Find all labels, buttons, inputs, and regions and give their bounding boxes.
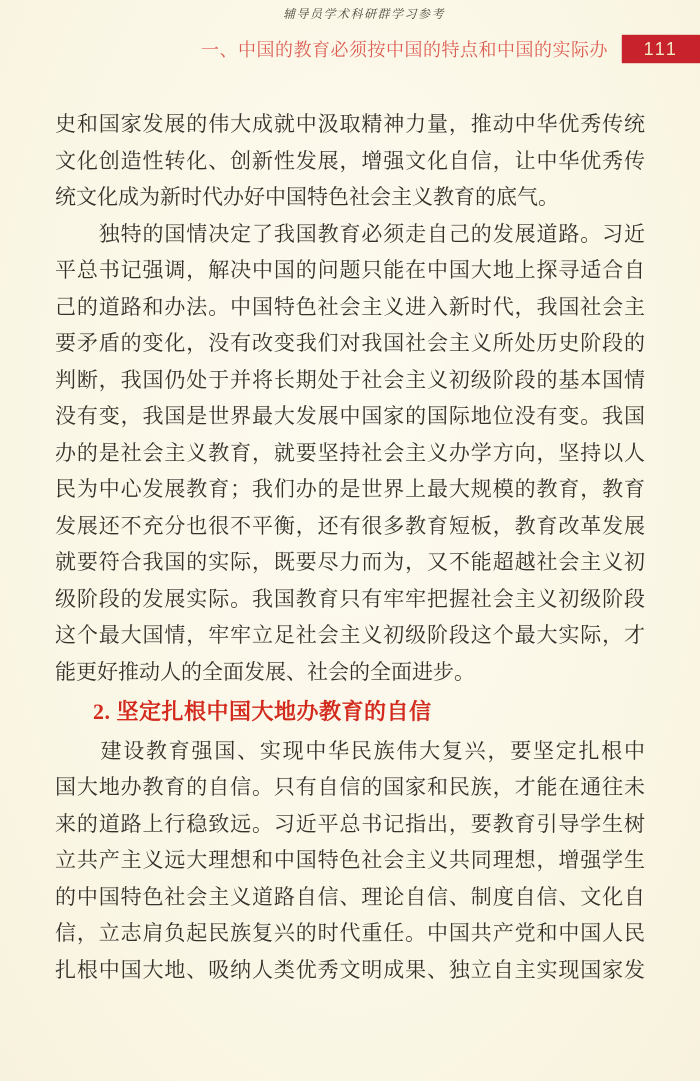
text-line: 扎根中国大地、吸纳人类优秀文明成果、独立自主实现国家发 — [55, 957, 645, 982]
text-line: 就要符合我国的实际，既要尽力而为，又不能超越社会主义初 — [55, 550, 645, 574]
body-text — [55, 106, 645, 988]
text-line: 己的道路和办法。中国特色社会主义进入新时代，我国社会主 — [55, 294, 645, 319]
text-line: 来的道路上行稳致远。习近平总书记指出，要教育引导学生树 — [55, 811, 645, 836]
text-line: 平总书记强调，解决中国的问题只能在中国大地上探寻适合自 — [55, 258, 645, 282]
running-header: 一、中国的教育必须按中国的特点和中国的实际办 — [201, 40, 608, 60]
text-line: 办的是社会主义教育，就要坚持社会主义办学方向，坚持以人 — [55, 440, 645, 465]
section-heading: 2. 坚定扎根中国大地办教育的自信 — [93, 699, 432, 724]
text-line: 独特的国情决定了我国教育必须走自己的发展道路。习近 — [55, 221, 645, 246]
text-line: 建设教育强国、实现中华民族伟大复兴，要坚定扎根中 — [55, 738, 645, 763]
text-line: 统文化成为新时代办好中国特色社会主义教育的底气。 — [55, 185, 559, 209]
text-line: 的中国特色社会主义道路自信、理论自信、制度自信、文化自 — [55, 884, 645, 909]
text-line: 级阶段的发展实际。我国教育只有牢牢把握社会主义初级阶段 — [55, 586, 645, 611]
text-line: 文化创造性转化、创新性发展，增强文化自信，让中华优秀传 — [55, 148, 645, 173]
text-line: 没有变，我国是世界最大发展中国家的国际地位没有变。我国 — [55, 404, 645, 428]
text-line: 要矛盾的变化，没有改变我们对我国社会主义所处历史阶段的 — [55, 331, 645, 355]
page-number-badge — [622, 35, 700, 63]
text-line: 信，立志肩负起民族复兴的时代重任。中国共产党和中国人民 — [55, 921, 645, 945]
text-line: 民为中心发展教育；我们办的是世界上最大规模的教育，教育 — [55, 477, 645, 501]
text-line: 国大地办教育的自信。只有自信的国家和民族，才能在通往未 — [55, 775, 645, 799]
watermark-text: 辅导员学术科研群学习参考 — [283, 7, 446, 21]
text-line: 史和国家发展的伟大成就中汲取精神力量，推动中华优秀传统 — [55, 112, 645, 136]
text-line: 发展还不充分也很不平衡，还有很多教育短板，教育改革发展 — [55, 513, 645, 538]
text-line: 判断，我国仍处于并将长期处于社会主义初级阶段的基本国情 — [55, 367, 645, 392]
page-number: 111 — [643, 38, 679, 59]
text-line: 能更好推动人的全面发展、社会的全面进步。 — [55, 659, 475, 684]
text-line: 立共产主义远大理想和中国特色社会主义共同理想，增强学生 — [55, 848, 645, 872]
text-line: 这个最大国情，牢牢立足社会主义初级阶段这个最大实际，才 — [55, 623, 645, 647]
